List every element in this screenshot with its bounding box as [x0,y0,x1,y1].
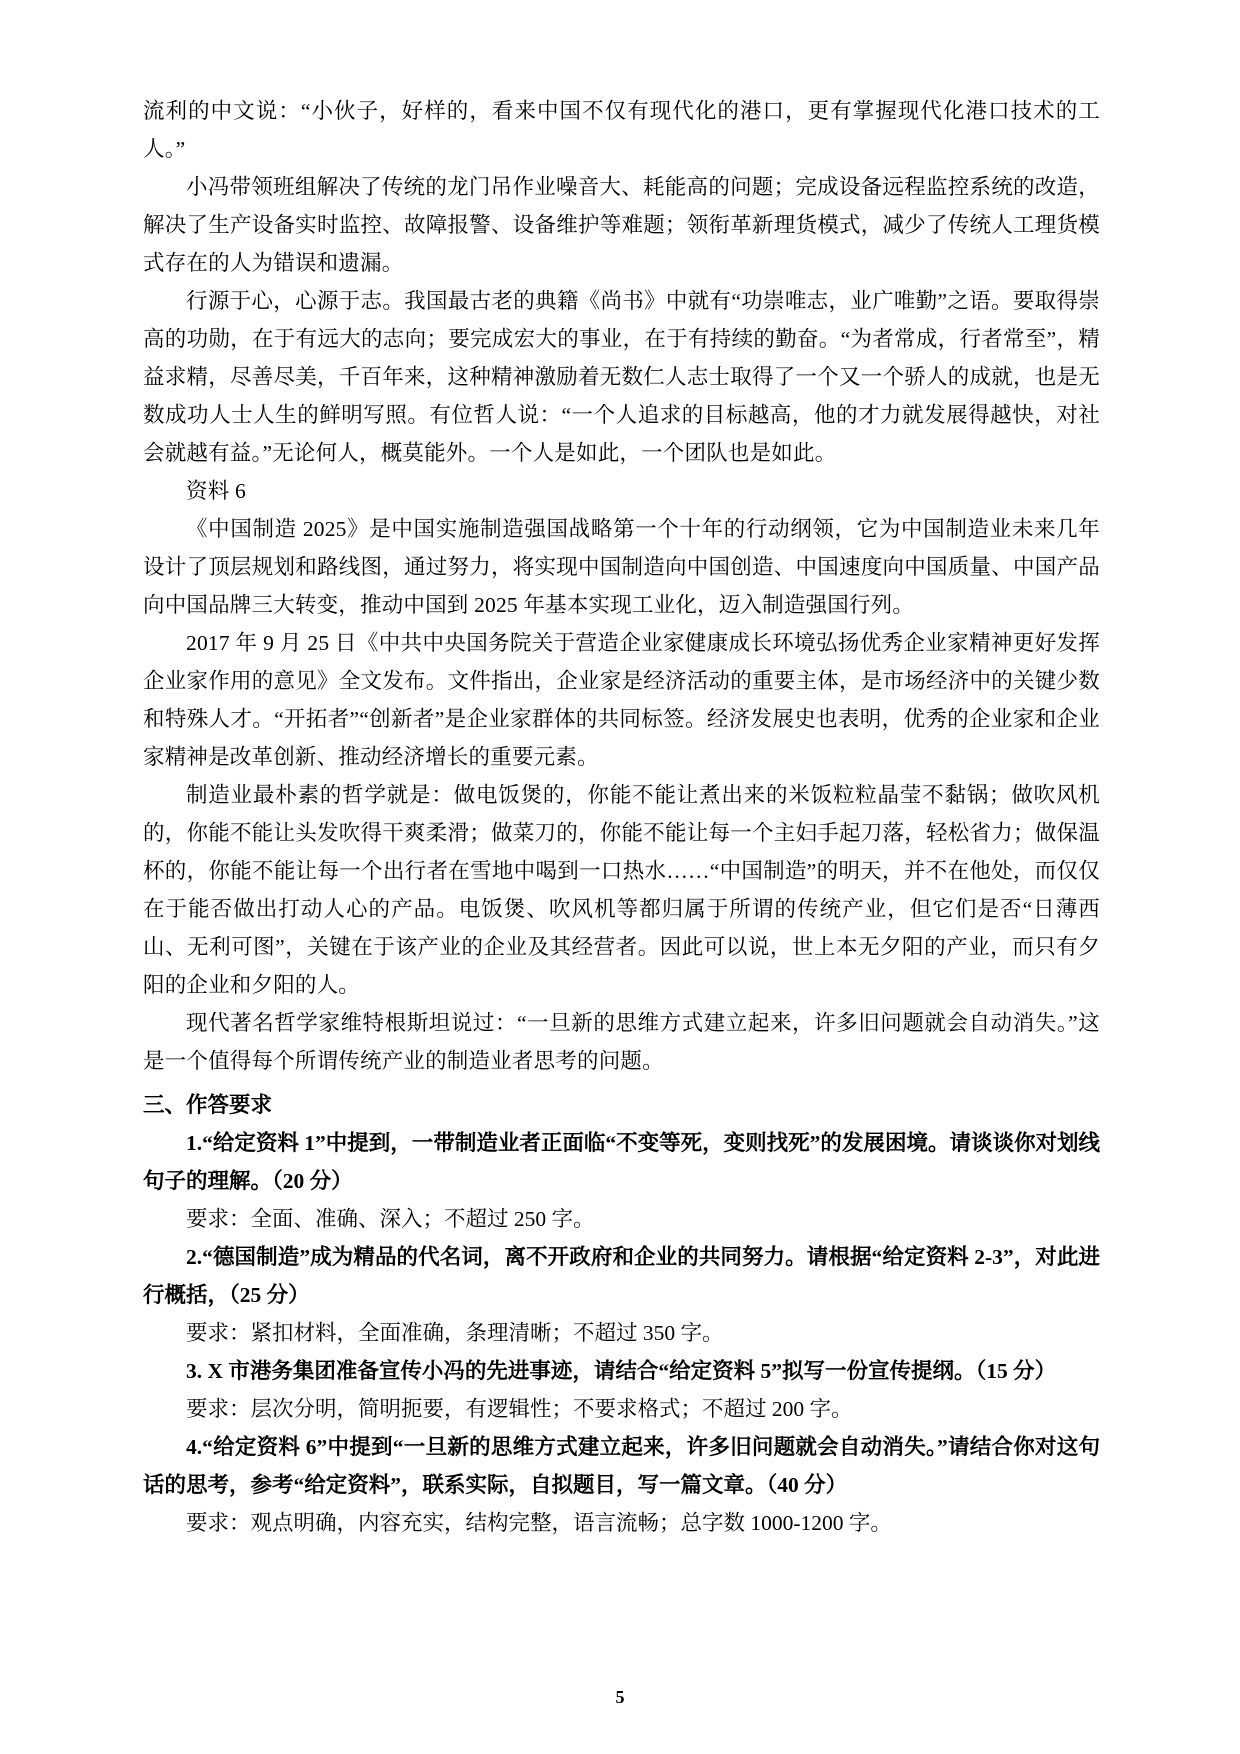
question-3-requirement: 要求：层次分明，简明扼要，有逻辑性；不要求格式；不超过 200 字。 [186,1397,853,1421]
question-2-title: 2.“德国制造”成为精品的代名词，离不开政府和企业的共同努力。请根据“给定资料 2-3”，对此进行概括，（25 分） [143,1245,1100,1307]
question-4-requirement: 要求：观点明确，内容充实，结构完整，语言流畅；总字数 1000-1200 字。 [186,1511,892,1535]
paragraph: 小冯带领班组解决了传统的龙门吊作业噪音大、耗能高的问题；完成设备远程监控系统的改造，解决了生产设备实时监控、故障报警、设备维护等难题；领衔革新理货模式，减少了传统人工理货模式存在的人为错误和遗漏。 [143,175,1100,275]
paragraph: 行源于心，心源于志。我国最古老的典籍《尚书》中就有“功崇唯志，业广唯勤”之语。要取得崇高的功勋，在于有远大的志向；要完成宏大的事业，在于有持续的勤奋。“为者常成，行者常至”，精益求精，尽善尽美，千百年来，这种精神激励着无数仁人志士取得了一个又一个骄人的成就，也是无数成功人士人生的鲜明写照。有位哲人说：“一个人追求的目标越高，他的才力就发展得越快，对社会就越有益。”无论何人，概莫能外。一个人是如此，一个团队也是如此。 [143,289,1100,465]
material-label-6: 资料 6 [186,479,246,503]
question-1-title: 1.“给定资料 1”中提到，一带制造业者正面临“不变等死，变则找死”的发展困境。请谈谈你对划线句子的理解。（20 分） [143,1131,1100,1193]
question-3-title: 3. X 市港务集团准备宣传小冯的先进事迹，请结合“给定资料 5”拟写一份宣传提纲。（15 分） [186,1359,1057,1383]
page-number: 5 [615,1687,625,1707]
question-4-title: 4.“给定资料 6”中提到“一旦新的思维方式建立起来，许多旧问题就会自动消失。”请结合你对这句话的思考，参考“给定资料”，联系实际，自拟题目，写一篇文章。（40 分） [143,1435,1100,1497]
paragraph: 现代著名哲学家维特根斯坦说过：“一旦新的思维方式建立起来，许多旧问题就会自动消失。”这是一个值得每个所谓传统产业的制造业者思考的问题。 [143,1011,1100,1073]
paragraph-continuation: 流利的中文说：“小伙子，好样的，看来中国不仅有现代化的港口，更有掌握现代化港口技术的工人。” [143,99,1100,161]
question-2-requirement: 要求：紧扣材料，全面准确，条理清晰；不超过 350 字。 [186,1321,724,1345]
paragraph: 制造业最朴素的哲学就是：做电饭煲的，你能不能让煮出来的米饭粒粒晶莹不黏锅；做吹风机的，你能不能让头发吹得干爽柔滑；做菜刀的，你能不能让每一个主妇手起刀落，轻松省力；做保温杯的，你能不能让每一个出行者在雪地中喝到一口热水……“中国制造”的明天，并不在他处，而仅仅在于能否做出打动人心的产品。电饭煲、吹风机等都归属于所谓的传统产业，但它们是否“日薄西山、无利可图”，关键在于该产业的企业及其经营者。因此可以说，世上本无夕阳的产业，而只有夕阳的企业和夕阳的人。 [143,783,1100,997]
question-1-requirement: 要求：全面、准确、深入；不超过 250 字。 [186,1207,595,1231]
section-heading: 三、作答要求 [143,1093,273,1117]
paragraph: 《中国制造 2025》是中国实施制造强国战略第一个十年的行动纲领，它为中国制造业未来几年设计了顶层规划和路线图，通过努力，将实现中国制造向中国创造、中国速度向中国质量、中国产品向中国品牌三大转变，推动中国到 2025 年基本实现工业化，迈入制造强国行列。 [143,517,1100,617]
paragraph: 2017 年 9 月 25 日《中共中央国务院关于营造企业家健康成长环境弘扬优秀企业家精神更好发挥企业家作用的意见》全文发布。文件指出，企业家是经济活动的重要主体，是市场经济中的关键少数和特殊人才。“开拓者”“创新者”是企业家群体的共同标签。经济发展史也表明，优秀的企业家和企业家精神是改革创新、推动经济增长的重要元素。 [143,631,1100,769]
